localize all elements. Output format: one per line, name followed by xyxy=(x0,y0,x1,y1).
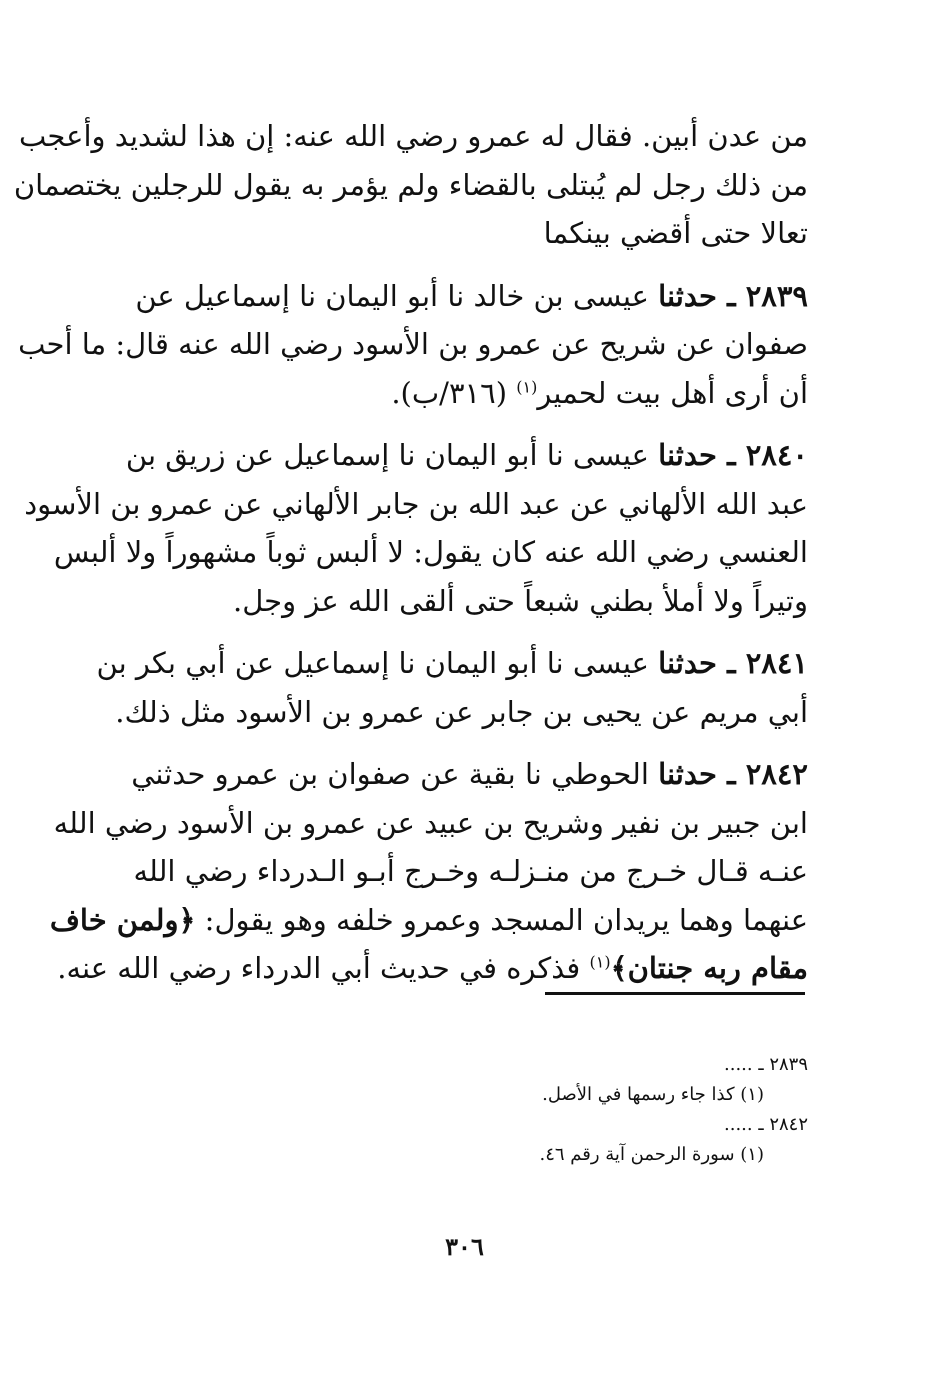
text-segment: عيسى نا أبو اليمان نا إسماعيل عن زريق بن xyxy=(125,438,649,472)
footnote-group-header: ٢٨٤٢ ـ ..... xyxy=(724,1114,808,1135)
page-number: ٣٠٦ xyxy=(445,1232,484,1261)
footnote-note: (١) كذا جاء رسمها في الأصل. xyxy=(542,1084,764,1105)
footnote-separator xyxy=(545,992,805,995)
text-segment: فذكره في حديث أبي الدرداء رضي الله عنه. xyxy=(57,951,590,985)
text-segment: الحوطي نا بقية عن صفوان بن عمرو حدثني xyxy=(131,757,649,791)
hadith-2841 xyxy=(96,639,808,736)
hadith-label: حدثنا xyxy=(658,757,717,791)
paragraph-continuation xyxy=(13,112,808,258)
text-line xyxy=(128,369,808,418)
footnote-note: (١) سورة الرحمن آية رقم ٤٦. xyxy=(539,1144,764,1165)
hadith-number: ٢٨٤١ xyxy=(745,646,808,680)
hadith-2839 xyxy=(18,272,808,418)
text-line xyxy=(96,639,808,688)
text-line: تعالا حتى أقضي بينكما xyxy=(543,216,808,250)
main-text xyxy=(13,112,808,1007)
text-segment: (٣١٦/ب). xyxy=(391,375,517,410)
footnote-reference: (١) xyxy=(589,952,611,972)
footnotes xyxy=(380,1050,808,1170)
hadith-label: حدثنا xyxy=(658,278,717,313)
dash: ـ xyxy=(716,438,746,472)
text-line: صفوان عن شريح عن عمرو بن الأسود رضي الله عنه قال: ما أحب xyxy=(18,327,808,361)
hadith-label: حدثنا xyxy=(658,438,717,472)
dash: ـ xyxy=(716,646,746,680)
text-line: وتيراً ولا أملأ بطني شبعاً حتى ألقى الله عز وجل. xyxy=(233,583,808,618)
dash: ـ xyxy=(716,278,746,313)
text-line: ابن جبير بن نفير وشريح بن عبيد عن عمرو بن الأسود رضي الله xyxy=(53,805,808,840)
text-segment: أن أرى أهل بيت لحمير xyxy=(537,375,808,410)
hadith-number: ٢٨٤٢ xyxy=(745,757,808,791)
footnote-reference: (١) xyxy=(516,376,538,396)
text-line xyxy=(125,431,808,480)
quran-quote: ﴿ولمن خاف xyxy=(49,902,196,937)
text-line xyxy=(128,750,808,799)
text-line: من عدن أبين. فقال له عمرو رضي الله عنه: إن هذا لشديد وأعجب xyxy=(18,119,808,153)
text-line xyxy=(49,896,808,945)
dash: ـ xyxy=(716,757,746,791)
text-segment: عنهما وهما يريدان المسجد وعمرو خلفه وهو يقول: xyxy=(195,902,808,937)
text-line: من ذلك رجل لم يُبتلى بالقضاء ولم يؤمر به يقول للرجلين يختصمان xyxy=(13,167,808,202)
text-line: أبي مريم عن يحيى بن جابر عن عمرو بن الأسود مثل ذلك. xyxy=(115,694,808,729)
footnote-group-header: ٢٨٣٩ ـ ..... xyxy=(724,1054,808,1075)
quran-quote: مقام ربه جنتان﴾ xyxy=(610,951,808,985)
text-segment: عيسى بن خالد نا أبو اليمان نا إسماعيل عن xyxy=(135,278,649,313)
text-line xyxy=(128,272,808,321)
text-line: العنسي رضي الله عنه كان يقول: لا ألبس ثوباً مشهوراً ولا ألبس xyxy=(53,535,808,569)
hadith-number: ٢٨٤٠ xyxy=(745,438,808,472)
hadith-label: حدثنا xyxy=(658,646,717,680)
hadith-2842 xyxy=(49,750,808,993)
text-segment: عيسى نا أبو اليمان نا إسماعيل عن أبي بكر بن xyxy=(96,646,649,680)
hadith-2840 xyxy=(24,431,808,625)
hadith-number: ٢٨٣٩ xyxy=(745,278,808,313)
text-line: عنـه قـال خـرج من منـزلـه وخـرج أبـو الـدرداء رضي الله xyxy=(133,854,808,888)
text-line: عبد الله الألهاني عن عبد الله بن جابر الألهاني عن عمرو بن الأسود xyxy=(24,486,808,521)
text-line xyxy=(57,944,808,993)
